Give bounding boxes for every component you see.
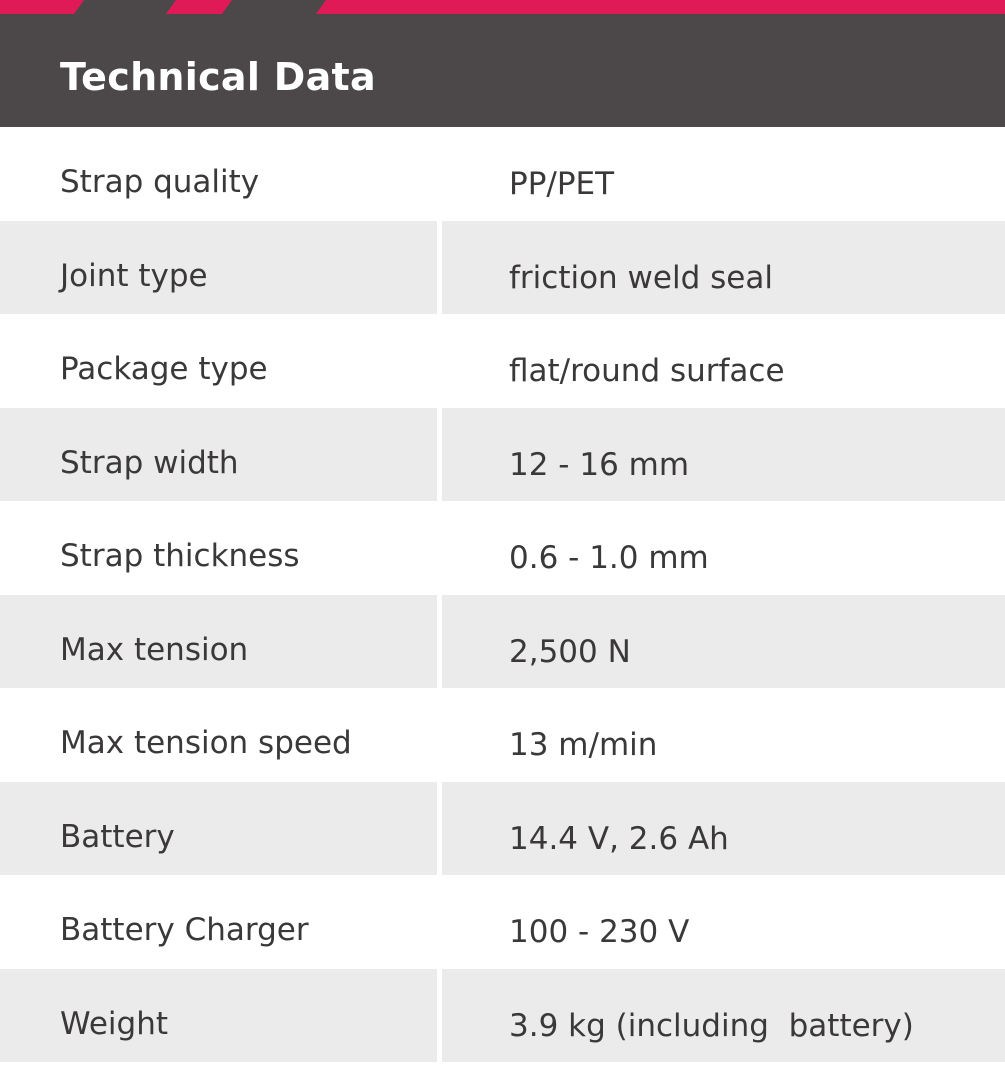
spec-label: Joint type [60,257,208,294]
accent-bar [0,0,1005,14]
spec-label: Strap thickness [60,538,300,574]
spec-label: Battery [60,818,175,855]
spec-value: 3.9 kg (including battery) [509,1007,914,1044]
spec-value: 100 - 230 V [509,914,690,950]
spec-row [0,875,1005,969]
spec-row [0,688,1005,782]
spec-label: Package type [60,351,268,387]
spec-label-cell [0,782,437,876]
spec-label: Strap quality [60,164,260,200]
spec-label-cell [0,688,437,782]
section-title: Technical Data [60,55,376,99]
spec-value: PP/PET [509,166,615,202]
spec-row [0,221,1005,315]
spec-row [0,782,1005,876]
spec-value-cell [442,875,1005,969]
spec-label-cell [0,969,437,1063]
spec-row [0,595,1005,689]
spec-value-cell [442,127,1005,221]
spec-label-cell [0,501,437,595]
spec-value-cell [442,408,1005,502]
spec-value-cell [442,782,1005,876]
spec-value-cell [442,688,1005,782]
section-header [0,14,1005,127]
spec-value: 2,500 N [509,633,631,670]
spec-label: Max tension speed [60,725,352,761]
spec-row [0,314,1005,408]
spec-value-cell [442,595,1005,689]
spec-value-cell [442,501,1005,595]
spec-value-cell [442,969,1005,1063]
spec-label-cell [0,314,437,408]
spec-row [0,501,1005,595]
spec-label: Strap width [60,444,239,481]
spec-table [0,127,1005,1062]
spec-label: Max tension [60,631,249,668]
spec-value: 14.4 V, 2.6 Ah [509,820,729,857]
spec-label: Weight [60,1005,169,1042]
spec-label-cell [0,127,437,221]
spec-row [0,127,1005,221]
accent-bar-stripes [0,0,1005,14]
spec-value-cell [442,314,1005,408]
spec-row [0,408,1005,502]
spec-value: 12 - 16 mm [509,446,690,483]
spec-value: 0.6 - 1.0 mm [509,540,709,576]
spec-value-cell [442,221,1005,315]
spec-label-cell [0,875,437,969]
spec-label-cell [0,221,437,315]
spec-label-cell [0,595,437,689]
spec-row [0,969,1005,1063]
spec-value: friction weld seal [509,259,773,296]
spec-value: flat/round surface [509,353,785,389]
spec-value: 13 m/min [509,727,658,763]
spec-label: Battery Charger [60,912,309,948]
spec-label-cell [0,408,437,502]
